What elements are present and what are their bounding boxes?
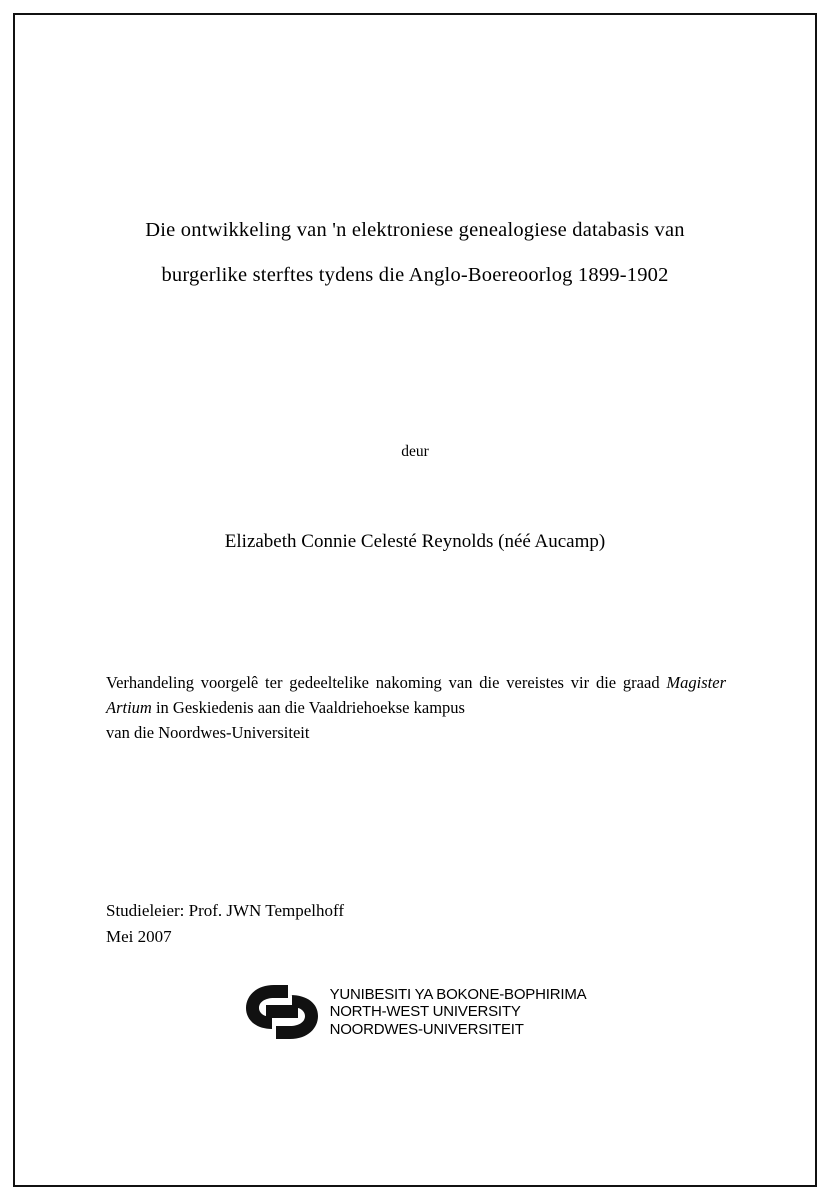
logo-line-1: YUNIBESITI YA BOKONE-BOPHIRIMA — [329, 985, 587, 1003]
by-word: deur — [401, 443, 429, 460]
title-page-content — [100, 13, 730, 1187]
date-line: Mei 2007 — [106, 927, 172, 946]
logo-text — [330, 986, 587, 1039]
title-line-2: burgerlike sterftes tydens die Anglo-Boereoorlog 1899-1902 — [161, 264, 669, 286]
title-line-1: Die ontwikkeling van 'n elektroniese genealogiese databasis van — [145, 219, 685, 241]
supervisor-line: Studieleier: Prof. JWN Tempelhoff — [106, 901, 345, 920]
statement-part-3: van die Noordwes-Universiteit — [106, 723, 310, 742]
degree-name: Magister Artium — [106, 673, 726, 717]
page-title — [100, 208, 730, 298]
statement-part-2: in Geskiedenis aan die Vaaldriehoekse kampus — [151, 698, 465, 717]
statement-part-1: Verhandeling voorgelê ter gedeeltelike nakoming van die vereistes vir die graad — [106, 673, 667, 692]
logo-line-2: NORTH-WEST UNIVERSITY — [329, 1003, 521, 1021]
supervisor-block — [106, 898, 726, 950]
logo-line-3: NOORDWES-UNIVERSITEIT — [329, 1020, 524, 1038]
university-logo — [100, 981, 730, 1043]
author-name: Elizabeth Connie Celesté Reynolds (néé Aucamp) — [224, 531, 606, 552]
degree-statement — [106, 670, 726, 745]
nwu-logo-icon — [244, 981, 320, 1043]
